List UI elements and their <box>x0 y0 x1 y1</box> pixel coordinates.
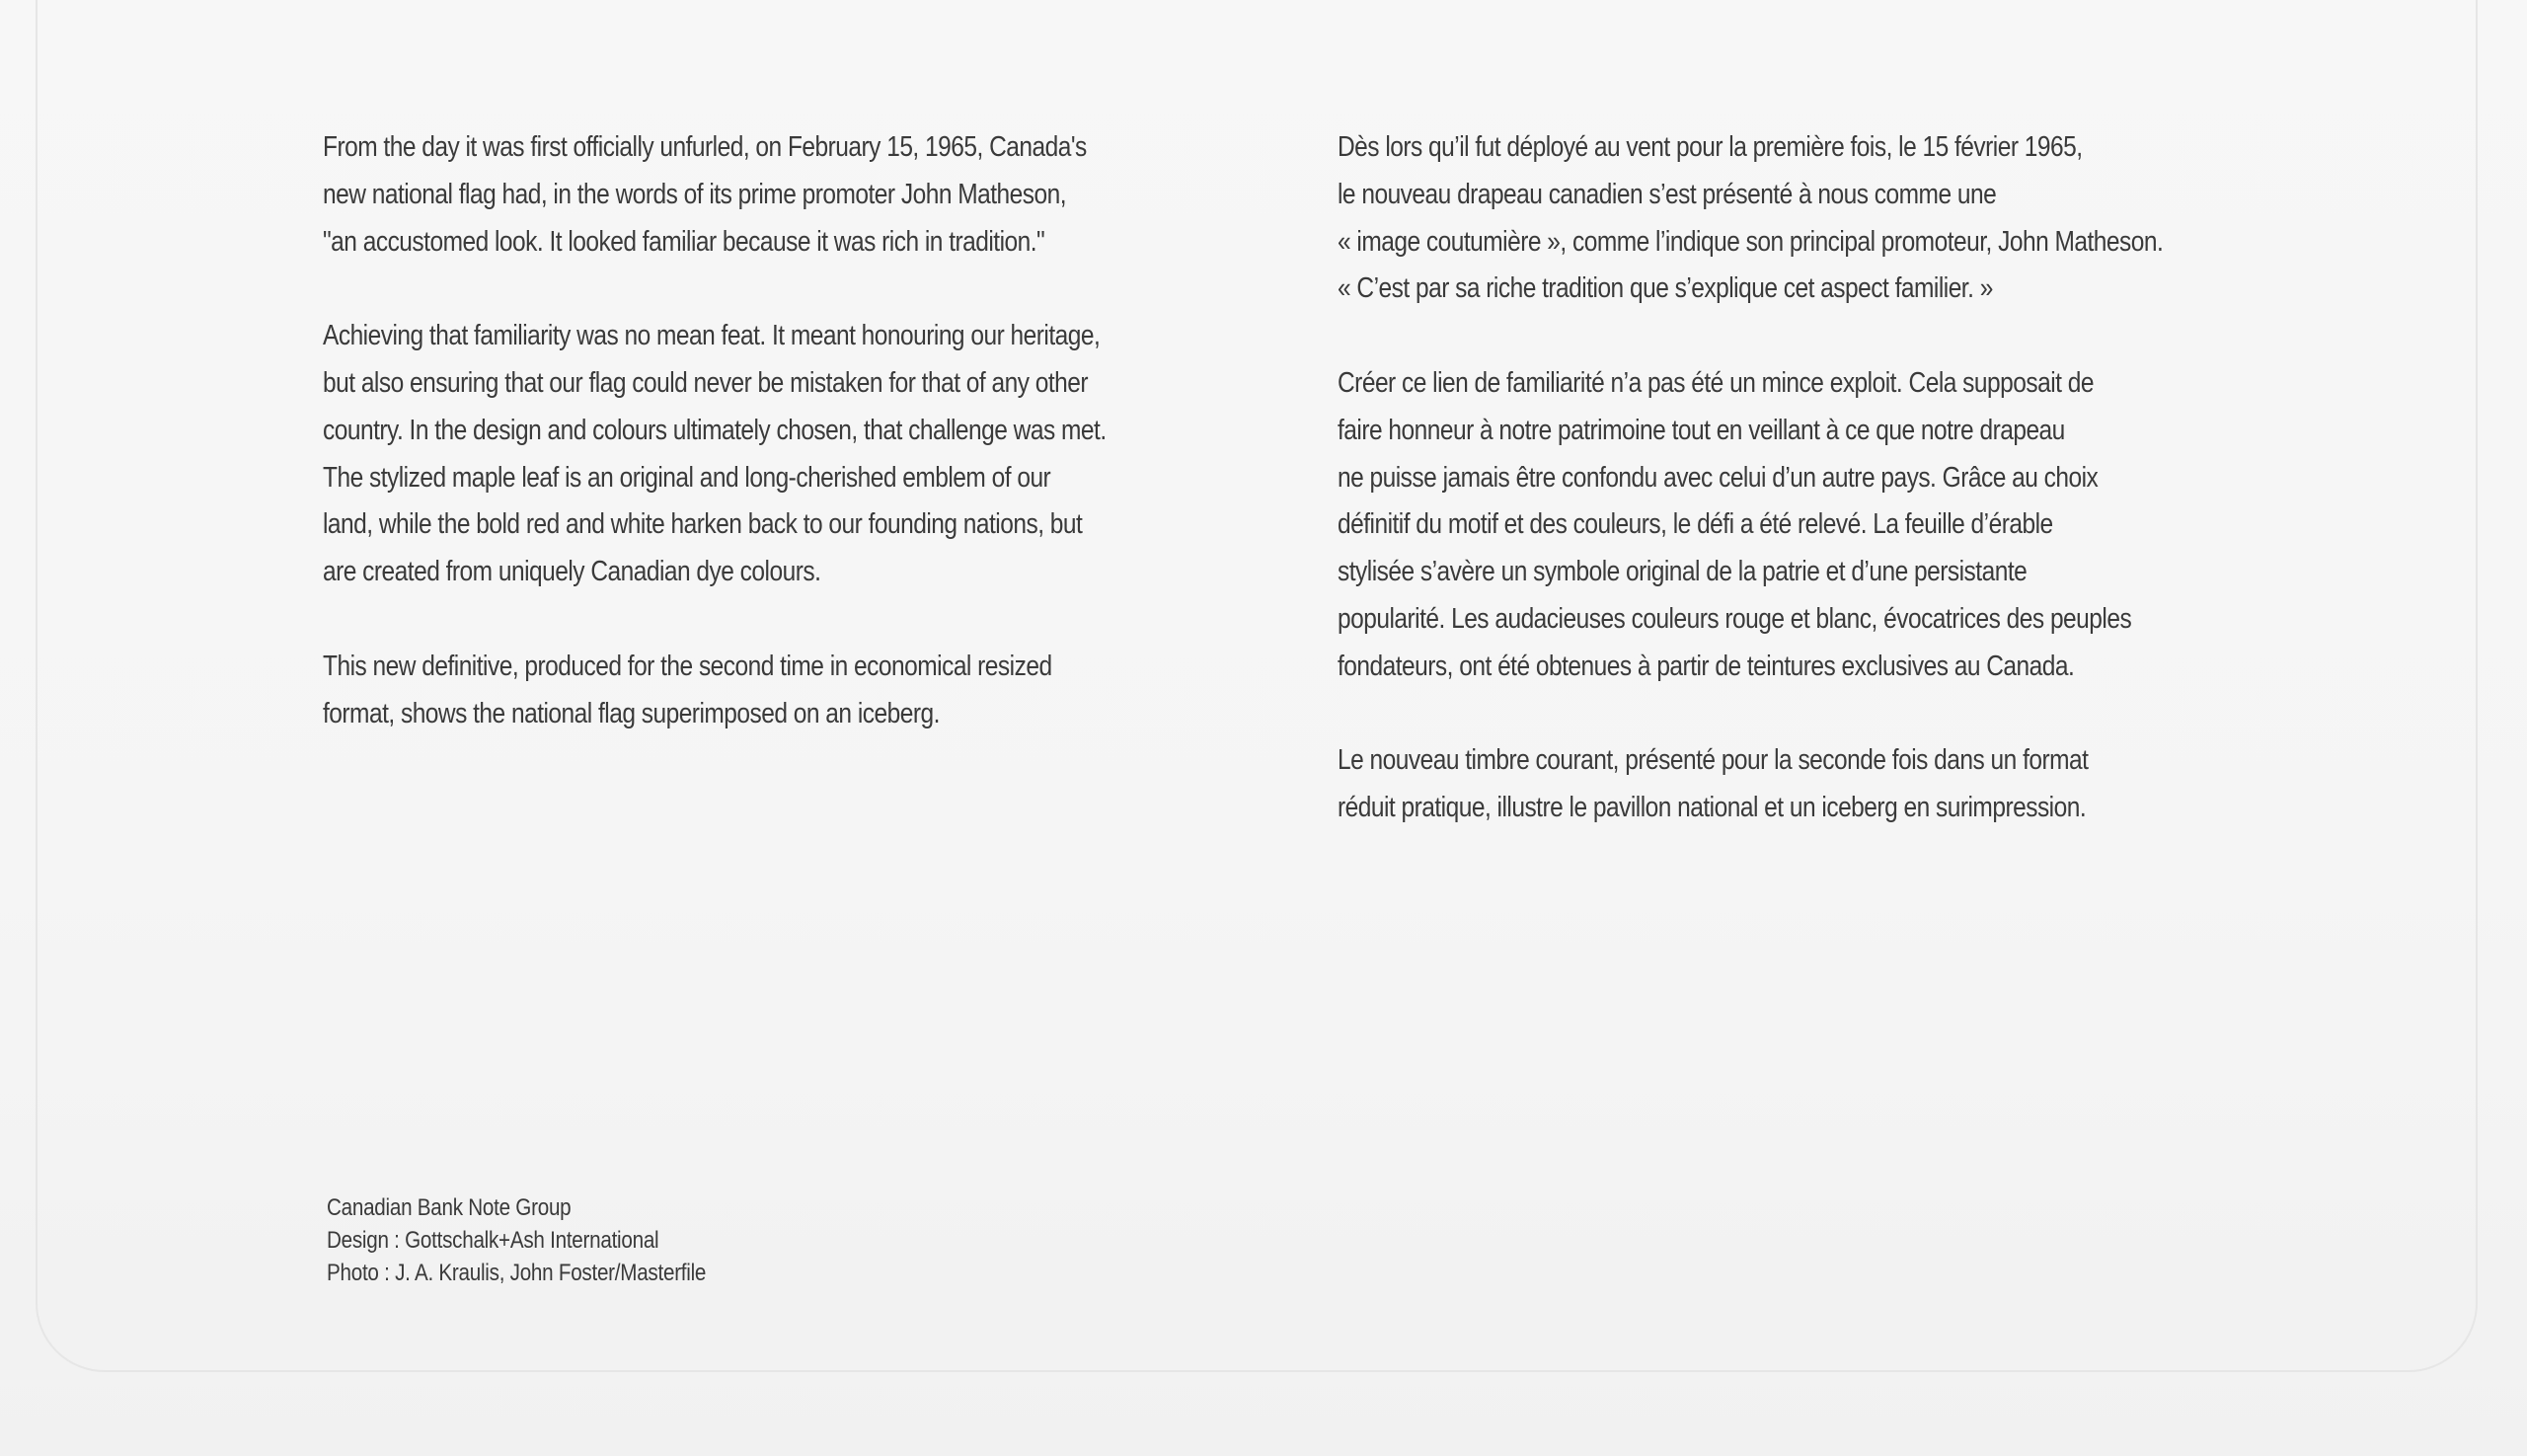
text-line: le nouveau drapeau canadien s’est présenté à nous comme une <box>1338 178 1997 210</box>
text-line: are created from uniquely Canadian dye colours. <box>323 556 821 588</box>
text-line: Achieving that familiarity was no mean feat. It meant honouring our heritage, <box>323 320 1101 352</box>
text-line: This new definitive, produced for the second time in economical resized <box>323 650 1052 682</box>
credit-photo: Photo : J. A. Kraulis, John Foster/Masterfile <box>327 1260 707 1286</box>
text-line: format, shows the national flag superimposed on an iceberg. <box>323 697 940 729</box>
credit-design: Design : Gottschalk+Ash International <box>327 1227 659 1254</box>
credit-printer: Canadian Bank Note Group <box>327 1194 572 1221</box>
english-paragraph-1 <box>323 124 1107 266</box>
text-line: Le nouveau timbre courant, présenté pour la seconde fois dans un format <box>1338 744 2089 777</box>
text-line: land, while the bold red and white harken back to our founding nations, but <box>323 508 1083 541</box>
english-paragraph-3 <box>323 644 1107 738</box>
english-text-column <box>323 124 1107 785</box>
text-line: définitif du motif et des couleurs, le défi a été relevé. La feuille d’érable <box>1338 508 2053 541</box>
french-paragraph-1 <box>1338 124 2163 313</box>
english-paragraph-2 <box>323 313 1107 596</box>
text-line: new national flag had, in the words of its prime promoter John Matheson, <box>323 178 1067 210</box>
text-line: fondateurs, ont été obtenues à partir de teintures exclusives au Canada. <box>1338 650 2075 682</box>
text-line: The stylized maple leaf is an original and long-cherished emblem of our <box>323 461 1051 494</box>
text-line: « image coutumière », comme l’indique son principal promoteur, John Matheson. <box>1338 225 2164 258</box>
text-line: "an accustomed look. It looked familiar because it was rich in tradition." <box>323 225 1045 258</box>
text-line: but also ensuring that our flag could never be mistaken for that of any other <box>323 366 1089 399</box>
text-line: From the day it was first officially unfurled, on February 15, 1965, Canada's <box>323 131 1087 163</box>
french-paragraph-2 <box>1338 360 2163 691</box>
text-line: réduit pratique, illustre le pavillon national et un iceberg en surimpression. <box>1338 792 2087 824</box>
text-line: faire honneur à notre patrimoine tout en veillant à ce que notre drapeau <box>1338 414 2065 446</box>
french-paragraph-3 <box>1338 737 2163 832</box>
text-line: stylisée s’avère un symbole original de la patrie et d’une persistante <box>1338 556 2028 588</box>
text-line: popularité. Les audacieuses couleurs rouge et blanc, évocatrices des peuples <box>1338 602 2132 635</box>
credits-block <box>327 1191 706 1289</box>
text-line: Dès lors qu’il fut déployé au vent pour la première fois, le 15 février 1965, <box>1338 131 2083 163</box>
text-line: Créer ce lien de familiarité n’a pas été un mince exploit. Cela supposait de <box>1338 366 2094 399</box>
text-line: « C’est par sa riche tradition que s’explique cet aspect familier. » <box>1338 272 1993 305</box>
french-text-column <box>1338 124 2163 880</box>
text-line: country. In the design and colours ultimately chosen, that challenge was met. <box>323 414 1107 446</box>
text-line: ne puisse jamais être confondu avec celui d’un autre pays. Grâce au choix <box>1338 461 2099 494</box>
